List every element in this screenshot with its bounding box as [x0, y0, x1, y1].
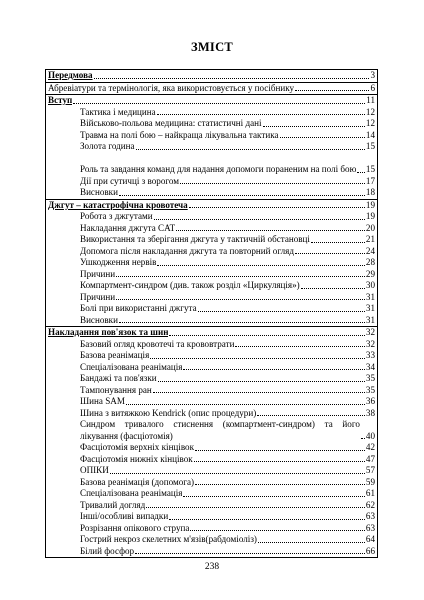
toc-entry-page: 61: [365, 488, 375, 498]
page-number: 238: [204, 562, 220, 572]
toc-entry-title: Шина SAM: [80, 396, 125, 406]
dot-leader: [119, 322, 365, 323]
dot-leader: [157, 265, 364, 266]
dot-leader: [73, 103, 365, 104]
table-of-contents: [45, 69, 378, 558]
toc-entry-title: Роль та завдання команд для надання допомоги пораненим на полі бою: [80, 164, 357, 174]
toc-entry-title: Тактика і медицина: [80, 106, 156, 117]
dot-leader: [126, 404, 365, 405]
toc-entry[interactable]: [46, 500, 377, 512]
toc-entry-title: Золота година: [80, 141, 135, 151]
dot-leader: [183, 369, 364, 370]
toc-entry-page: 20: [365, 222, 375, 233]
dot-leader: [135, 553, 365, 554]
toc-entry[interactable]: [46, 477, 377, 489]
toc-entry[interactable]: [46, 234, 377, 246]
toc-entry-title: Фасціотомія верхніх кінцівок: [80, 442, 195, 452]
toc-entry[interactable]: [46, 373, 377, 385]
dot-leader: [183, 496, 364, 497]
dot-leader: [295, 90, 369, 91]
toc-entry-title: Базова реанімація (допомога): [80, 476, 195, 487]
dot-leader: [154, 219, 365, 220]
toc-entry-page: 29: [365, 268, 375, 279]
page-title: ЗМІСТ: [190, 40, 234, 54]
toc-entry-page: 36: [365, 396, 375, 406]
toc-entry-title: Вступ: [48, 95, 73, 105]
toc-entry[interactable]: [46, 408, 377, 420]
toc-entry-title: ОПІКИ: [80, 465, 109, 475]
toc-entry-title: Білий фосфор: [80, 545, 135, 556]
toc-entry-page: 6: [370, 82, 375, 93]
toc-entry[interactable]: [46, 269, 377, 281]
toc-entry-page: 17: [365, 175, 375, 186]
toc-entry-page: 32: [365, 327, 375, 337]
toc-entry-title: Гострий некроз скелетних м'язів(рабдоміоліз): [80, 534, 257, 544]
toc-entry-title: Тампонування ран: [80, 384, 152, 395]
toc-entry-page: 11: [366, 95, 375, 105]
toc-entry-page: 62: [365, 499, 375, 510]
toc-entry[interactable]: [46, 315, 377, 327]
toc-entry[interactable]: [46, 107, 377, 119]
toc-entry[interactable]: [46, 118, 377, 130]
dot-leader: [110, 473, 365, 474]
toc-entry-title: Допомога після накладання джгута та повторний огляд: [80, 245, 294, 256]
toc-entry-page: 12: [365, 118, 375, 128]
toc-entry[interactable]: [46, 339, 377, 351]
toc-entry[interactable]: [46, 292, 377, 304]
dot-leader: [158, 381, 365, 382]
toc-entry-page: 35: [365, 373, 375, 383]
toc-entry-page: 30: [365, 280, 375, 290]
dot-leader: [311, 242, 365, 243]
dot-leader: [361, 438, 365, 439]
toc-entry-page: 57: [365, 465, 375, 475]
toc-entry-title: Фасціотомія нижніх кінцівок: [80, 453, 193, 464]
toc-entry-title: Базовий огляд кровотечі та крововтрати: [80, 338, 235, 349]
toc-entry[interactable]: [46, 82, 377, 95]
toc-entry[interactable]: [46, 130, 377, 142]
toc-entry-title: Інші/особливі випадки: [80, 511, 169, 521]
toc-entry-page: 15: [365, 141, 375, 151]
toc-entry-title: Висновки: [80, 314, 118, 325]
toc-entry-page: 12: [365, 106, 375, 117]
toc-entry-page: 32: [365, 338, 375, 349]
toc-entry-title: Дії при сутичці з ворогом: [80, 175, 179, 186]
dot-leader: [176, 230, 365, 231]
toc-entry-page: 14: [365, 129, 375, 140]
toc-entry[interactable]: [46, 303, 377, 315]
toc-entry-page: 66: [365, 545, 375, 556]
dot-leader: [257, 415, 365, 416]
toc-entry[interactable]: [46, 280, 377, 292]
dot-leader: [119, 195, 365, 196]
toc-entry-page: 31: [365, 303, 375, 313]
dot-leader: [146, 507, 365, 508]
dot-leader: [116, 276, 365, 277]
toc-entry-page: 40: [365, 430, 375, 441]
toc-entry[interactable]: [46, 454, 377, 466]
toc-entry[interactable]: [46, 511, 377, 523]
toc-entry-title: Причини: [80, 268, 116, 279]
dot-leader: [258, 542, 365, 543]
toc-entry-title: Висновки: [80, 187, 118, 197]
toc-entry-page: 64: [365, 534, 375, 544]
dot-leader: [94, 78, 370, 79]
toc-entry-page: 21: [365, 234, 375, 244]
toc-entry-page: 19: [365, 199, 375, 210]
dot-leader: [116, 299, 365, 300]
toc-entry[interactable]: [46, 442, 377, 454]
toc-entry-title: Ушкодження нервів: [80, 257, 157, 267]
toc-entry[interactable]: [46, 187, 377, 199]
toc-entry[interactable]: [46, 523, 377, 535]
dot-leader: [357, 172, 365, 173]
dot-leader: [150, 358, 365, 359]
toc-entry[interactable]: [46, 223, 377, 235]
dot-leader: [263, 126, 365, 127]
toc-entry[interactable]: [46, 199, 377, 212]
toc-entry-page: 47: [365, 453, 375, 464]
toc-entry-page: 3: [370, 70, 375, 80]
toc-entry-page: 33: [365, 350, 375, 360]
toc-entry-title: Робота з джгутами: [80, 211, 153, 221]
toc-entry-title: Джгут – катастрофічна кровотеча: [48, 199, 188, 210]
dot-leader: [136, 149, 365, 150]
toc-entry-title: Причини: [80, 291, 116, 302]
toc-entry-title: Спеціалізована реанімація: [80, 361, 183, 372]
toc-entry-title: Болі при використанні джгута: [80, 303, 197, 313]
dot-leader: [169, 519, 365, 520]
toc-entry-title: Накладання джгута CAT: [80, 222, 176, 233]
toc-entry-page: 31: [365, 314, 375, 325]
toc-entry[interactable]: [46, 385, 377, 397]
toc-entry-title: Накладання пов'язок та шин: [48, 327, 169, 337]
toc-entry[interactable]: [46, 419, 377, 442]
dot-leader: [180, 183, 365, 184]
toc-entry[interactable]: [46, 211, 377, 223]
toc-entry-page: 63: [365, 522, 375, 533]
toc-entry[interactable]: [46, 141, 377, 153]
dot-leader: [301, 288, 365, 289]
toc-entry-page: 28: [365, 257, 375, 267]
toc-entry-title: Військово-польова медицина: статистичні дані: [80, 118, 262, 128]
toc-entry-title: Компартмент-синдром (див. також розділ «Циркуляція»): [80, 280, 300, 290]
toc-entry-title: Розрізання опікового струпа: [80, 522, 190, 533]
dot-leader: [194, 461, 365, 462]
toc-entry[interactable]: [46, 534, 377, 546]
toc-entry-page: 19: [365, 211, 375, 221]
toc-entry-page: 35: [365, 384, 375, 395]
toc-entry[interactable]: [46, 488, 377, 500]
toc-entry-page: 63: [365, 511, 375, 521]
dot-leader: [157, 114, 365, 115]
dot-leader: [198, 311, 365, 312]
toc-entry[interactable]: [46, 94, 377, 107]
toc-entry-page: 38: [365, 407, 375, 418]
toc-entry[interactable]: [46, 153, 377, 176]
dot-leader: [189, 207, 365, 208]
toc-entry-page: 59: [365, 476, 375, 487]
toc-entry[interactable]: [46, 465, 377, 477]
toc-entry[interactable]: [46, 257, 377, 269]
toc-entry-title: Передмова: [48, 70, 93, 80]
toc-entry[interactable]: [46, 362, 377, 374]
toc-entry-title: Тривалий догляд: [80, 499, 146, 510]
toc-entry-title: Травма на полі бою – найкраща лікувальна тактика: [80, 129, 279, 140]
dot-leader: [280, 137, 365, 138]
toc-entry[interactable]: [46, 350, 377, 362]
dot-leader: [169, 335, 364, 336]
toc-entry-page: 18: [365, 187, 375, 197]
toc-entry-page: 24: [365, 245, 375, 256]
toc-entry[interactable]: [46, 546, 377, 558]
toc-entry[interactable]: [46, 176, 377, 188]
toc-entry-page: 34: [365, 361, 375, 372]
toc-entry-title: Шина з витяжкою Kendrick (опис процедури): [80, 407, 257, 418]
toc-entry[interactable]: [46, 70, 377, 82]
toc-entry-page: 15: [365, 164, 375, 174]
dot-leader: [195, 450, 365, 451]
toc-entry-title: Бандажі та пов'язки: [80, 373, 157, 383]
toc-entry-title: Спеціалізована реанімація: [80, 488, 183, 498]
dot-leader: [190, 530, 365, 531]
toc-entry-page: 31: [365, 291, 375, 302]
toc-entry-title: Абревіатури та термінологія, яка використовується у посібнику: [48, 82, 295, 93]
toc-entry[interactable]: [46, 326, 377, 339]
toc-entry[interactable]: [46, 396, 377, 408]
dot-leader: [295, 253, 365, 254]
toc-entry-page: 42: [365, 442, 375, 452]
toc-entry[interactable]: [46, 246, 377, 258]
toc-entry-title: Синдром тривалого стиснення (компартмент-синдром) та його лікування (фасціотомія): [80, 419, 360, 441]
toc-entry-title: Базова реанімація: [80, 350, 150, 360]
dot-leader: [153, 392, 365, 393]
dot-leader: [195, 484, 365, 485]
toc-entry-title: Використання та зберігання джгута у тактичній обстановці: [80, 234, 310, 244]
dot-leader: [235, 346, 364, 347]
